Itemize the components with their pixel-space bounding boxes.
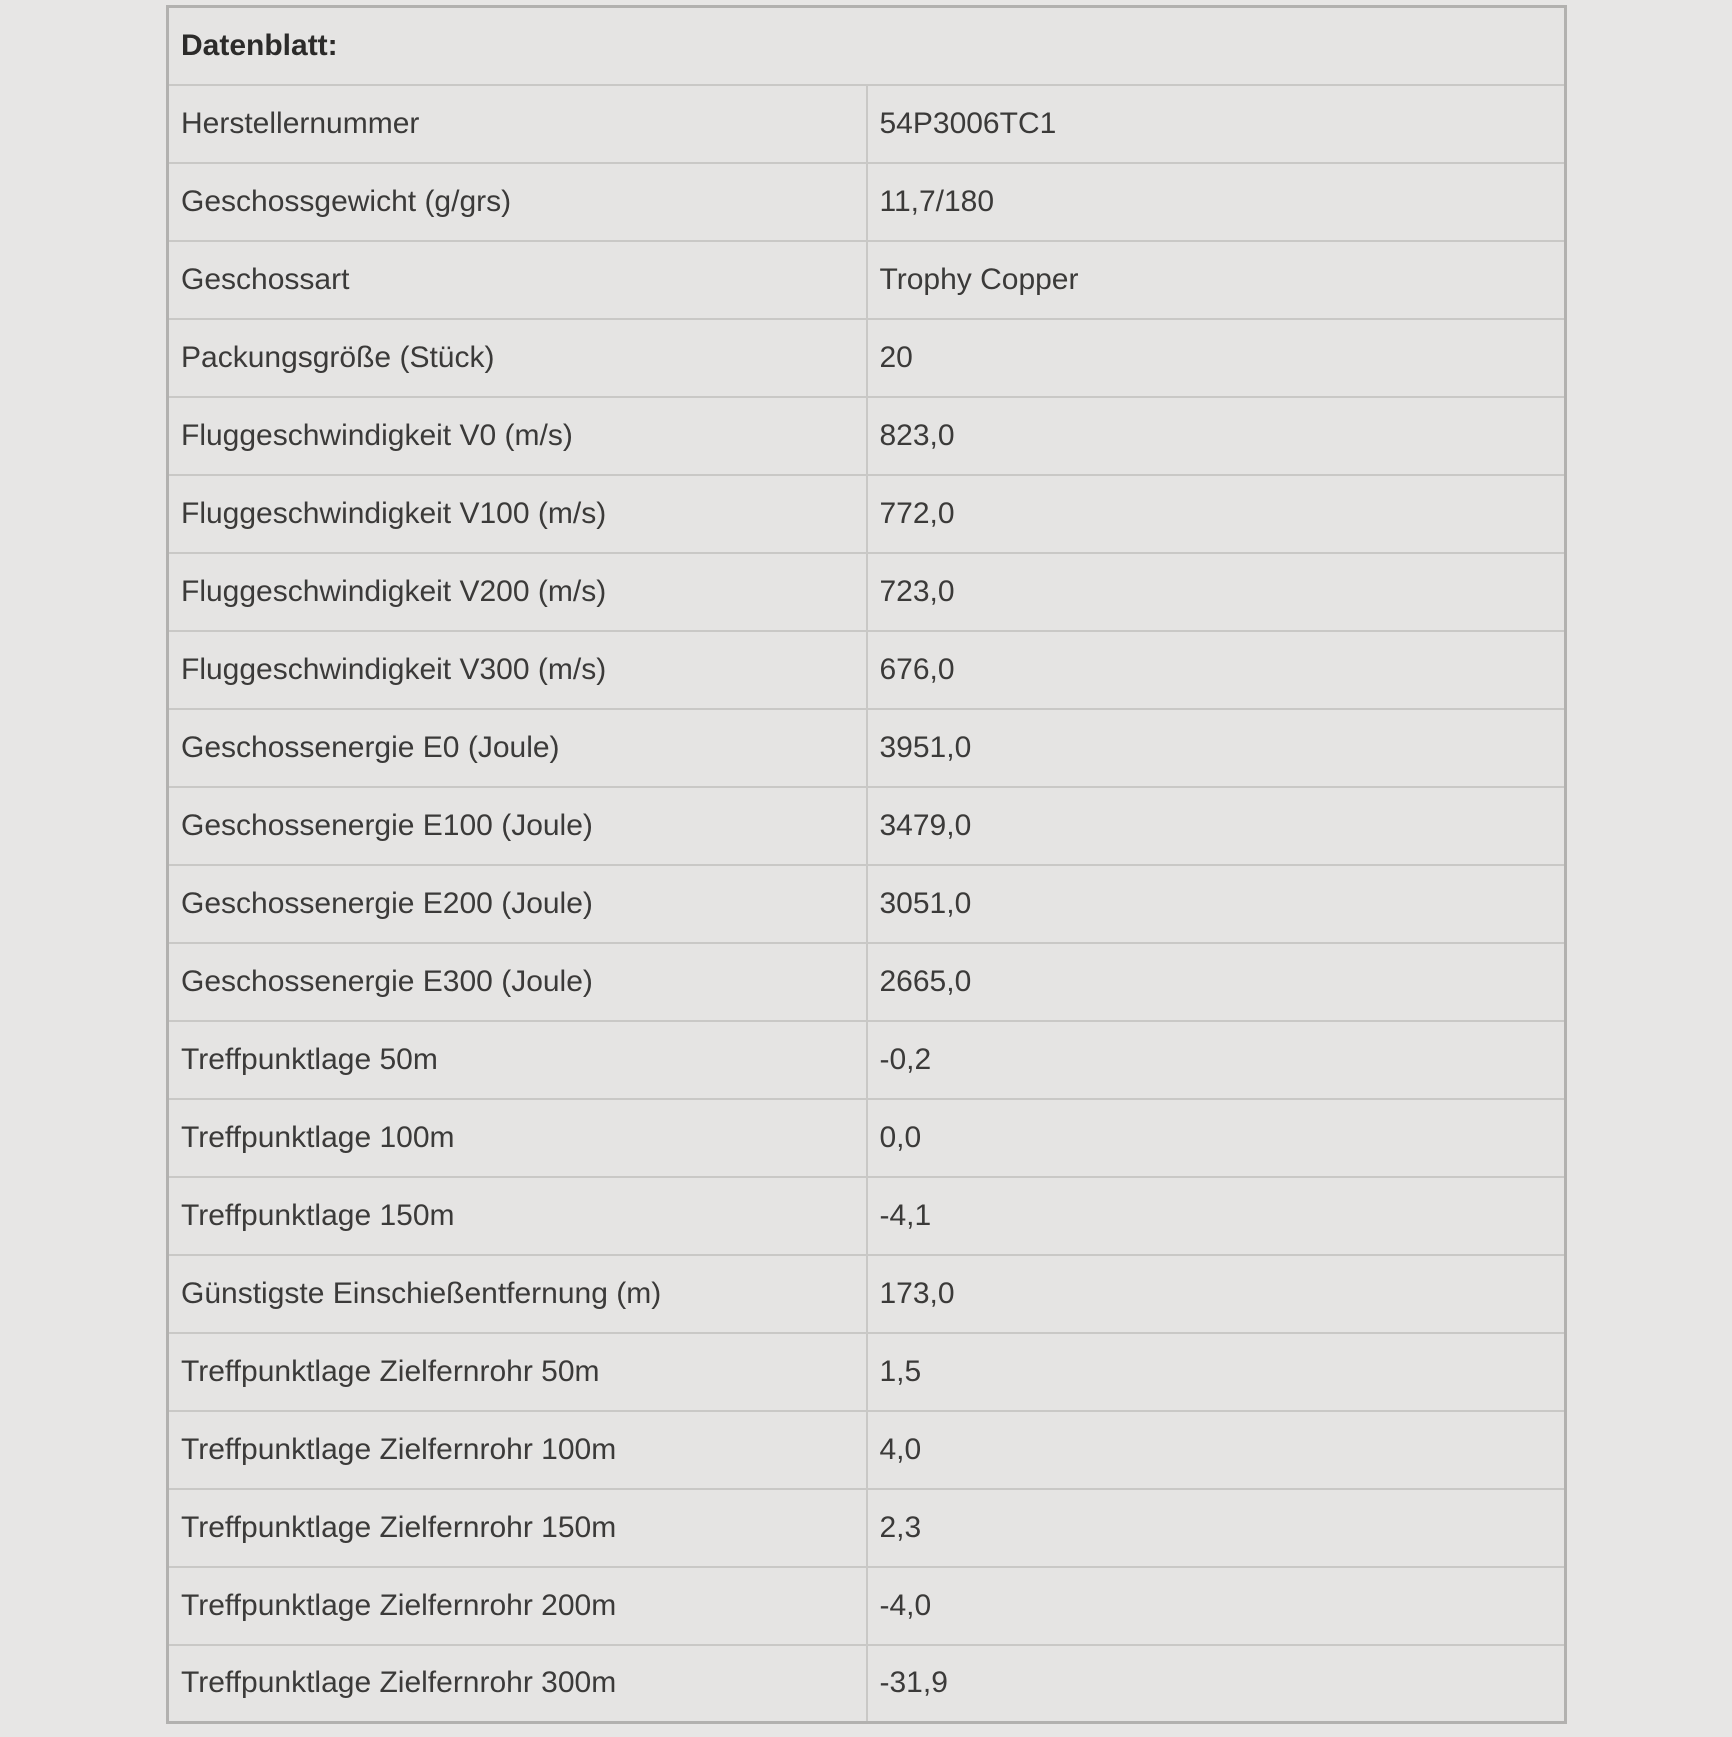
table-row [168, 1255, 1566, 1333]
table-row [168, 553, 1566, 631]
row-label-cell: Packungsgröße (Stück) [168, 319, 867, 397]
table-row [168, 1099, 1566, 1177]
row-label-cell: Treffpunktlage Zielfernrohr 50m [168, 1333, 867, 1411]
datasheet-table [166, 5, 1567, 1724]
row-label-cell: Treffpunktlage Zielfernrohr 150m [168, 1489, 867, 1567]
row-value-cell: 823,0 [867, 397, 1566, 475]
datasheet-header-row [168, 7, 1566, 85]
row-value-cell: 1,5 [867, 1333, 1566, 1411]
row-value-cell: -0,2 [867, 1021, 1566, 1099]
datasheet-title: Datenblatt: [168, 7, 1566, 85]
row-label-cell: Treffpunktlage Zielfernrohr 200m [168, 1567, 867, 1645]
table-row [168, 1411, 1566, 1489]
row-label-cell: Fluggeschwindigkeit V200 (m/s) [168, 553, 867, 631]
table-row [168, 631, 1566, 709]
row-value-cell: 11,7/180 [867, 163, 1566, 241]
row-value-cell: 2,3 [867, 1489, 1566, 1567]
row-label-cell: Fluggeschwindigkeit V300 (m/s) [168, 631, 867, 709]
row-value-cell: 0,0 [867, 1099, 1566, 1177]
row-label-cell: Fluggeschwindigkeit V100 (m/s) [168, 475, 867, 553]
row-label-cell: Geschossenergie E200 (Joule) [168, 865, 867, 943]
table-row [168, 163, 1566, 241]
table-row [168, 1177, 1566, 1255]
table-row [168, 943, 1566, 1021]
row-value-cell: 20 [867, 319, 1566, 397]
row-label-cell: Günstigste Einschießentfernung (m) [168, 1255, 867, 1333]
table-row [168, 1021, 1566, 1099]
row-label-cell: Treffpunktlage 100m [168, 1099, 867, 1177]
row-value-cell: Trophy Copper [867, 241, 1566, 319]
row-value-cell: 4,0 [867, 1411, 1566, 1489]
row-value-cell: 54P3006TC1 [867, 85, 1566, 163]
table-row [168, 241, 1566, 319]
row-value-cell: 3051,0 [867, 865, 1566, 943]
table-row [168, 1489, 1566, 1567]
row-label-cell: Treffpunktlage Zielfernrohr 300m [168, 1645, 867, 1723]
table-row [168, 319, 1566, 397]
row-label-cell: Geschossenergie E100 (Joule) [168, 787, 867, 865]
row-label-cell: Treffpunktlage 150m [168, 1177, 867, 1255]
row-label-cell: Herstellernummer [168, 85, 867, 163]
table-row [168, 85, 1566, 163]
table-row [168, 709, 1566, 787]
row-value-cell: 3479,0 [867, 787, 1566, 865]
table-row [168, 397, 1566, 475]
row-value-cell: -4,0 [867, 1567, 1566, 1645]
row-value-cell: 723,0 [867, 553, 1566, 631]
table-row [168, 1333, 1566, 1411]
row-value-cell: 3951,0 [867, 709, 1566, 787]
row-value-cell: -4,1 [867, 1177, 1566, 1255]
row-label-cell: Geschossart [168, 241, 867, 319]
table-row [168, 865, 1566, 943]
table-row [168, 475, 1566, 553]
table-row [168, 787, 1566, 865]
row-value-cell: -31,9 [867, 1645, 1566, 1723]
row-value-cell: 2665,0 [867, 943, 1566, 1021]
row-label-cell: Fluggeschwindigkeit V0 (m/s) [168, 397, 867, 475]
row-label-cell: Geschossgewicht (g/grs) [168, 163, 867, 241]
row-value-cell: 676,0 [867, 631, 1566, 709]
row-value-cell: 173,0 [867, 1255, 1566, 1333]
page [0, 5, 1732, 1737]
row-label-cell: Treffpunktlage Zielfernrohr 100m [168, 1411, 867, 1489]
row-label-cell: Geschossenergie E300 (Joule) [168, 943, 867, 1021]
row-label-cell: Treffpunktlage 50m [168, 1021, 867, 1099]
table-row [168, 1567, 1566, 1645]
row-label-cell: Geschossenergie E0 (Joule) [168, 709, 867, 787]
table-row [168, 1645, 1566, 1723]
row-value-cell: 772,0 [867, 475, 1566, 553]
